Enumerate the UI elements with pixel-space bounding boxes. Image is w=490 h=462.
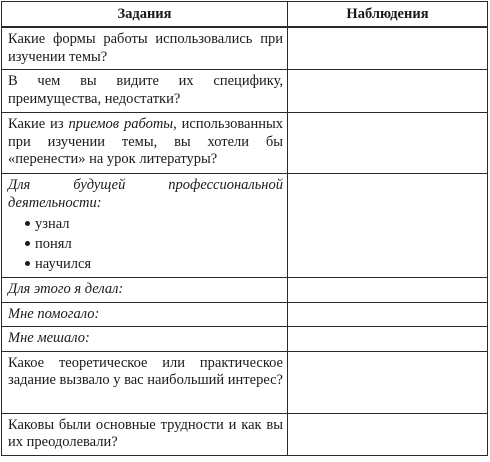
task-techniques-pre: Какие из bbox=[8, 116, 69, 132]
header-tasks: Задания bbox=[2, 2, 288, 28]
header-observations: Наблюдения bbox=[288, 2, 488, 28]
table-row bbox=[2, 113, 488, 174]
table-row bbox=[2, 174, 488, 278]
observation-cell bbox=[288, 70, 488, 113]
task-what-i-did: Для этого я делал: bbox=[2, 278, 288, 303]
task-difficulties: Каковы были основные трудности и как вы их преодолевали? bbox=[2, 413, 288, 455]
task-techniques bbox=[2, 113, 288, 174]
reflection-table bbox=[1, 1, 488, 456]
observation-cell bbox=[288, 113, 488, 174]
observation-cell bbox=[288, 413, 488, 455]
observation-cell bbox=[288, 278, 488, 303]
bullet-item: понял bbox=[25, 234, 283, 254]
bullet-item: научился bbox=[25, 254, 283, 274]
observation-cell bbox=[288, 174, 488, 278]
observation-cell bbox=[288, 327, 488, 352]
table-row bbox=[2, 278, 488, 303]
task-techniques-post: , использованных при изучении темы, вы хотели бы «перенести» на урок литературы? bbox=[8, 116, 284, 167]
table-row bbox=[2, 351, 488, 413]
table-row bbox=[2, 413, 488, 455]
table-row bbox=[2, 27, 488, 70]
task-interest: Какое теоретическое или практическое задание вызвало у вас наибольший интерес? bbox=[2, 351, 288, 413]
task-techniques-italic: приемов работы bbox=[68, 116, 174, 132]
task-professional bbox=[2, 174, 288, 278]
header-row bbox=[2, 2, 488, 28]
task-hindered: Мне мешало: bbox=[2, 327, 288, 352]
observation-cell bbox=[288, 302, 488, 327]
task-helped: Мне помогало: bbox=[2, 302, 288, 327]
task-forms-of-work: Какие формы работы использовались при изучении темы? bbox=[2, 27, 288, 70]
task-professional-heading: Для будущей профессиональной деятельности: bbox=[8, 177, 283, 211]
observation-cell bbox=[288, 27, 488, 70]
bullet-item: узнал bbox=[25, 214, 283, 234]
task-specifics: В чем вы видите их специфику, преимущества, недостатки? bbox=[2, 70, 288, 113]
table-row bbox=[2, 70, 488, 113]
bullet-list bbox=[8, 214, 283, 274]
observation-cell bbox=[288, 351, 488, 413]
table-row bbox=[2, 302, 488, 327]
table-row bbox=[2, 327, 488, 352]
